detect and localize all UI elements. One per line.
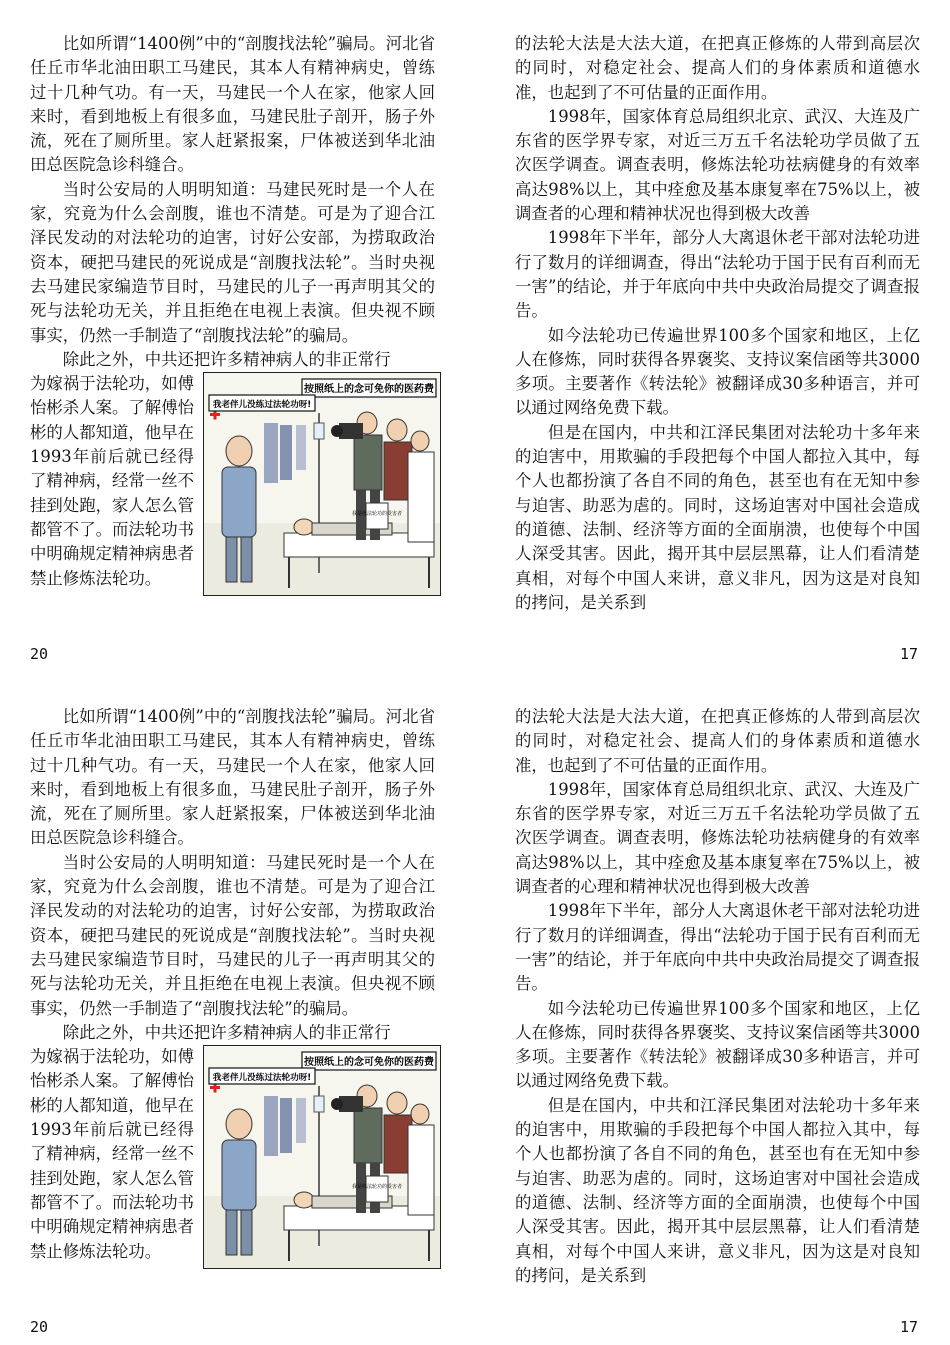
speech-bubble-top: 按照纸上的念可免你的医药费 [304,1057,434,1069]
paragraph: 的法轮大法是大法大道，在把真正修炼的人带到高层次的同时，对稳定社会、提高人们的身体素质和道德水准，也起到了不可估量的正面作用。 [515,707,920,775]
paragraph: 比如所谓“1400例”中的“剖腹找法轮”骗局。河北省任丘市华北油田职工马建民，其本人有精神病史，曾练过十几种气功。有一天，马建民一个人在家，他家人回来时，看到地板上有很多血，马建民肚子剖开，肠子外流，死在了厕所里。家人赶紧报案，尸体被送到华北油田总医院急诊科缝合。 [30,707,435,848]
paragraph: 1998年下半年，部分人大离退休老干部对法轮功进行了数月的详细调查，得出“法轮功于国于民有百利而无一害”的结论，并于年底向中共中央政治局提交了调查报告。 [515,228,920,321]
page-number-left: 20 [30,1318,49,1336]
paragraph: 1998年下半年，部分人大离退休老干部对法轮功进行了数月的详细调查，得出“法轮功于国于民有百利而无一害”的结论，并于年底向中共中央政治局提交了调查报告。 [515,901,920,994]
cartoon-illustration [203,1045,441,1269]
cartoon-illustration [203,372,441,596]
cartoon-sign: 我是练法轮功的受害者 [351,1184,403,1191]
paragraph: 除此之外，中共还把许多精神病人的非正常行 [62,1022,391,1042]
page-number-right: 17 [900,645,919,663]
paragraph: 1998年，国家体育总局组织北京、武汉、大连及广东省的医学界专家，对近三万五千名法轮功学员做了五次医学调查。调查表明，修炼法轮功祛病健身的有效率高达98%以上，其中痊愈及基本康复率在75%以上，被调查者的心理和精神状况也得到极大改善 [515,106,920,224]
page-number-right: 17 [900,1318,919,1336]
paragraph: 如今法轮功已传遍世界100多个国家和地区，上亿人在修炼，同时获得各界褒奖、支持议案信函等共3000多项。主要著作《转法轮》被翻译成30多种语言，并可以通过网络免费下载。 [515,998,920,1091]
cartoon-sign: 我是练法轮功的受害者 [351,511,403,518]
paragraph: 除此之外，中共还把许多精神病人的非正常行 [62,349,391,369]
paragraph: 当时公安局的人明明知道：马建民死时是一个人在家，究竟为什么会剖腹，谁也不清楚。可是为了迎合江泽民发动的对法轮功的迫害，讨好公安部，为捞取政治资本，硬把马建民的死说成是“剖腹找法轮”。当时央视去马建民家编造节目时，马建民的儿子一再声明其父的死与法轮功无关，并且拒绝在电视上表演。但央视不顾事实，仍然一手制造了“剖腹找法轮”的骗局。 [30,179,435,345]
paragraph: 但是在国内，中共和江泽民集团对法轮功十多年来的迫害中，用欺骗的手段把每个中国人都拉入其中，每个人也都扮演了各自不同的角色，甚至也有在无知中参与迫害、助恶为虐的。同时，这场迫害对中国社会造成的道德、法制、经济等方面的全面崩溃，也使每个中国人深受其害。因此，揭开其中层层黑幕，让人们看清楚真相，对每个中国人来讲，意义非凡，因为这是对良知的拷问，是关系到 [515,1095,920,1285]
speech-bubble-left: 我老伴儿没练过法轮功呀! [212,1073,312,1084]
wrapped-paragraph: 为嫁祸于法轮功，如傅怡彬杀人案。了解傅怡彬的人都知道，他早在1993年前后就已经得了精神病，经常一丝不挂到处跑，家人怎么管都管不了。而法轮功书中明确规定精神病患者禁止修炼法轮功。 [30,1047,194,1261]
left-column [30,705,435,1264]
left-column [30,32,435,591]
paragraph: 但是在国内，中共和江泽民集团对法轮功十多年来的迫害中，用欺骗的手段把每个中国人都拉入其中，每个人也都扮演了各自不同的角色，甚至也有在无知中参与迫害、助恶为虐的。同时，这场迫害对中国社会造成的道德、法制、经济等方面的全面崩溃，也使每个中国人深受其害。因此，揭开其中层层黑幕，让人们看清楚真相，对每个中国人来讲，意义非凡，因为这是对良知的拷问，是关系到 [515,422,920,612]
speech-bubble-top: 按照纸上的念可免你的医药费 [304,384,434,396]
paragraph: 1998年，国家体育总局组织北京、武汉、大连及广东省的医学界专家，对近三万五千名法轮功学员做了五次医学调查。调查表明，修炼法轮功祛病健身的有效率高达98%以上，其中痊愈及基本康复率在75%以上，被调查者的心理和精神状况也得到极大改善 [515,779,920,897]
wrap-block [30,1045,435,1264]
wrapped-paragraph: 为嫁祸于法轮功，如傅怡彬杀人案。了解傅怡彬的人都知道，他早在1993年前后就已经得了精神病，经常一丝不挂到处跑，家人怎么管都管不了。而法轮功书中明确规定精神病患者禁止修炼法轮功。 [30,374,194,588]
wrap-block [30,372,435,591]
speech-bubble-left: 我老伴儿没练过法轮功呀! [212,400,312,411]
paragraph: 比如所谓“1400例”中的“剖腹找法轮”骗局。河北省任丘市华北油田职工马建民，其本人有精神病史，曾练过十几种气功。有一天，马建民一个人在家，他家人回来时，看到地板上有很多血，马建民肚子剖开，肠子外流，死在了厕所里。家人赶紧报案，尸体被送到华北油田总医院急诊科缝合。 [30,34,435,175]
page-number-left: 20 [30,645,49,663]
right-column [515,705,920,1288]
paragraph: 如今法轮功已传遍世界100多个国家和地区，上亿人在修炼，同时获得各界褒奖、支持议案信函等共3000多项。主要著作《转法轮》被翻译成30多种语言，并可以通过网络免费下载。 [515,325,920,418]
paragraph: 的法轮大法是大法大道，在把真正修炼的人带到高层次的同时，对稳定社会、提高人们的身体素质和道德水准，也起到了不可估量的正面作用。 [515,34,920,102]
right-column [515,32,920,615]
paragraph: 当时公安局的人明明知道：马建民死时是一个人在家，究竟为什么会剖腹，谁也不清楚。可是为了迎合江泽民发动的对法轮功的迫害，讨好公安部，为捞取政治资本，硬把马建民的死说成是“剖腹找法轮”。当时央视去马建民家编造节目时，马建民的儿子一再声明其父的死与法轮功无关，并且拒绝在电视上表演。但央视不顾事实，仍然一手制造了“剖腹找法轮”的骗局。 [30,852,435,1018]
